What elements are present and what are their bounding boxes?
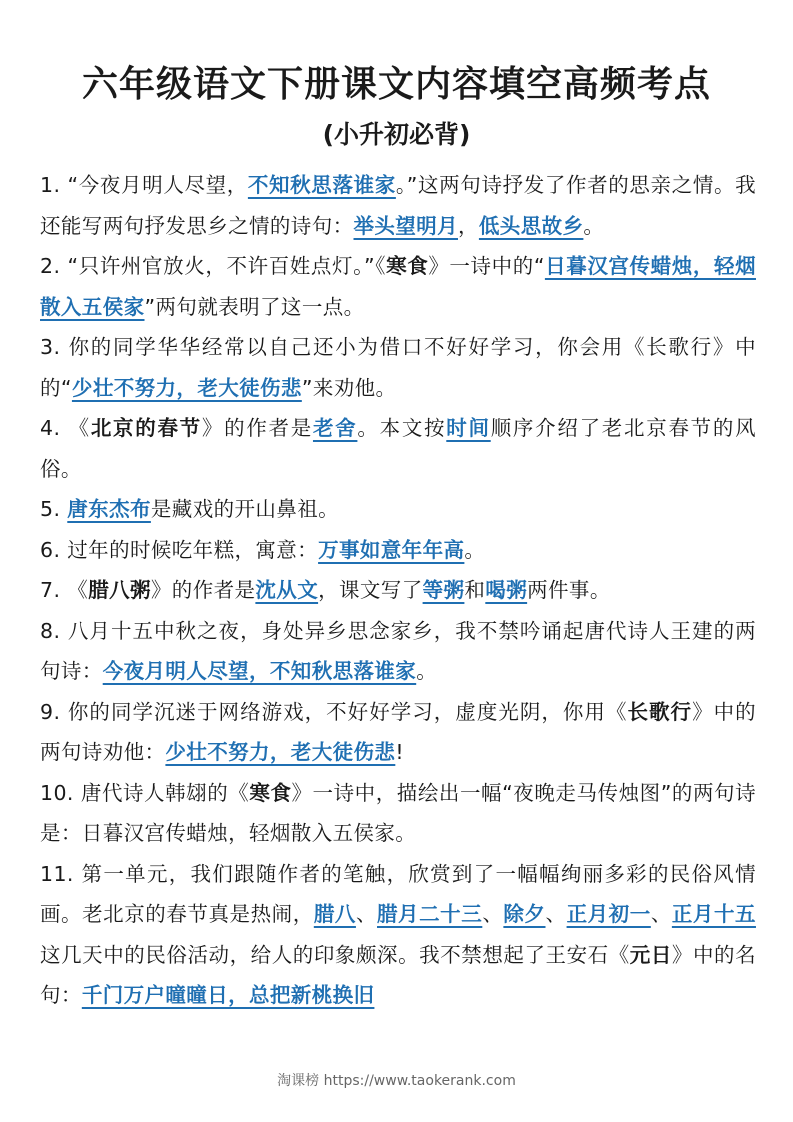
answer-text: 低头思故乡	[478, 213, 584, 238]
question-item-4	[40, 408, 756, 489]
question-text: 顺序介绍了老北京春节的风俗。	[40, 416, 756, 481]
page-title: 六年级语文下册课文内容填空高频考点	[81, 64, 711, 105]
question-text: 和	[464, 578, 486, 602]
answer-text: 万事如意年年高	[318, 537, 465, 562]
answer-text: 等粥	[422, 578, 465, 602]
question-text: ，课文写了	[318, 578, 423, 602]
question-text: 》中的名句：	[40, 942, 756, 1007]
footer-watermark: 淘课榜 https://www.taokerank.com	[277, 1073, 516, 1089]
question-text: 》中的两句诗劝他：	[40, 699, 757, 764]
question-text: 9. 你的同学沉迷于网络游戏，不好好学习，虚度光阴，你用《	[40, 699, 628, 724]
question-text: !	[395, 740, 404, 764]
question-text: 11. 第一单元，我们跟随作者的笔触，欣赏到了一幅幅绚丽多彩的民俗风情画。老北京的春节真是热闹，	[40, 861, 756, 926]
question-text: ”来劝他。	[301, 375, 397, 400]
question-text: 》一诗中，描绘出一幅“夜晚走马传烛图”的两句诗是：日暮汉宫传蜡烛，轻烟散入五侯家。	[40, 780, 756, 845]
book-title-text: 寒食	[249, 780, 292, 805]
question-text: 、	[650, 902, 672, 926]
answer-text: 少壮不努力，老大徒伤悲	[165, 740, 396, 764]
book-title-text: 元日	[629, 942, 672, 967]
book-title-text: 北京的春节	[90, 416, 202, 440]
question-item-7	[40, 570, 756, 611]
question-text: 1. “今夜月明人尽望，	[40, 173, 248, 197]
question-text: 6. 过年的时候吃年糕，寓意：	[40, 537, 319, 562]
question-text: 。本文按	[357, 416, 447, 440]
question-text: 。	[583, 213, 605, 238]
question-text: 是藏戏的开山鼻祖。	[150, 497, 339, 521]
question-text: 7. 《	[40, 578, 89, 602]
question-item-3	[40, 327, 756, 408]
question-text: 》的作者是	[150, 578, 256, 602]
question-text: 。	[464, 537, 486, 562]
question-text: 、	[482, 902, 504, 926]
answer-text: 沈从文	[255, 578, 319, 602]
answer-text: 不知秋思落谁家	[247, 173, 396, 197]
question-text: 5.	[40, 497, 68, 521]
answer-text: 正月初一	[566, 902, 651, 926]
question-item-9	[40, 692, 756, 773]
question-text: 》的作者是	[201, 416, 313, 440]
answer-text: 千门万户曈曈日，总把新桃换旧	[81, 983, 375, 1007]
question-text: 》一诗中的“	[428, 254, 545, 278]
book-title-text: 寒食	[386, 254, 429, 278]
book-title-text: 长歌行	[627, 699, 693, 724]
question-item-6	[40, 530, 756, 571]
answer-text: 举头望明月	[353, 213, 458, 238]
question-item-8	[40, 611, 756, 692]
question-text: 。	[416, 659, 438, 683]
question-text: 、	[545, 902, 567, 926]
question-list	[40, 165, 756, 1016]
question-text: 、	[355, 902, 377, 926]
question-item-2	[40, 246, 756, 327]
answer-text: 今夜月明人尽望，不知秋思落谁家	[102, 659, 417, 683]
question-item-5	[40, 489, 756, 530]
page-subtitle: (小升初必背)	[322, 120, 471, 149]
question-item-11	[40, 854, 756, 1016]
answer-text: 除夕	[503, 902, 546, 926]
answer-text: 唐东杰布	[67, 497, 151, 521]
question-text: 10. 唐代诗人韩翃的《	[40, 780, 250, 805]
answer-text: 腊八	[313, 902, 356, 926]
question-text: ，	[458, 213, 479, 238]
answer-text: 腊月二十三	[377, 902, 483, 926]
question-item-1	[40, 165, 756, 246]
question-text: 这几天中的民俗活动，给人的印象颇深。我不禁想起了王安石《	[40, 942, 630, 967]
answer-text: 时间	[446, 416, 491, 440]
question-text: 两件事。	[527, 578, 611, 602]
question-text: 8. 八月十五中秋之夜，身处异乡思念家乡，我不禁吟诵起唐代诗人王建的两句诗：	[40, 618, 756, 683]
question-text: 。”这两句诗抒发了作者的思亲之情。我还能写两句抒发思乡之情的诗句：	[40, 173, 756, 238]
answer-text: 老舍	[312, 416, 358, 440]
question-text: 3. 你的同学华华经常以自己还小为借口不好好学习，你会用《长歌行》中的“	[40, 335, 756, 400]
answer-text: 少壮不努力，老大徒伤悲	[71, 375, 302, 400]
question-text: 4. 《	[40, 416, 91, 440]
answer-text: 喝粥	[485, 578, 528, 602]
book-title-text: 腊八粥	[88, 578, 151, 602]
question-text: 2. “只许州官放火，不许百姓点灯。”《	[40, 254, 387, 278]
answer-text: 日暮汉宫传蜡烛，轻烟散入五侯家	[40, 254, 756, 319]
question-text: ”两句就表明了这一点。	[144, 294, 365, 319]
answer-text: 正月十五	[671, 902, 756, 926]
question-item-10	[40, 773, 756, 854]
